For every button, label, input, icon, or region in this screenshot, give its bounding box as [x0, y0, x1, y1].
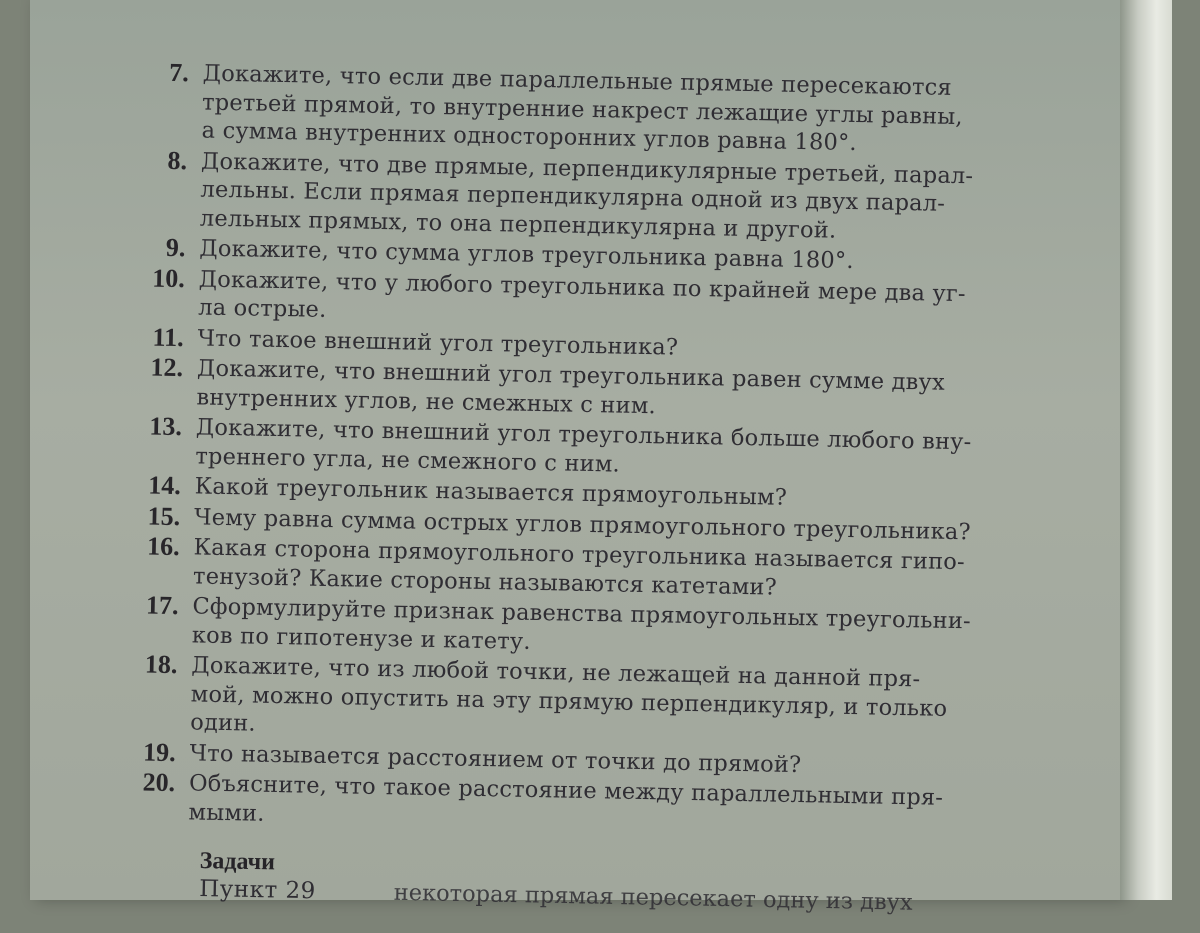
- question-number: 13.: [149, 411, 183, 442]
- question-text: Что такое внешний угол треугольника?: [197, 324, 679, 361]
- question-number: 11.: [152, 322, 184, 352]
- question-number: 10.: [152, 263, 186, 293]
- question-text: Сформулируйте признак равенства прямоугольных треугольни- ков по гипотенузе и катету.: [191, 593, 972, 655]
- question-number: 20.: [142, 767, 176, 798]
- question-text: Докажите, что внешний угол треугольника больше любого вну- треннего угла, не смежного с ним.: [195, 414, 972, 478]
- question-text: Объясните, что такое расстояние между параллельными пря- мыми.: [188, 770, 944, 827]
- question-number: 16.: [146, 531, 180, 562]
- question-text: Докажите, что из любой точки, не лежащей на данной пря- мой, можно опустить на эту прямую перпендикуляр, и только один.: [190, 652, 948, 737]
- question-text: Докажите, что если две параллельные прямые пересекаются третьей прямой, то внутренние накрест лежащие углы равны, а сумма внутренних односторонних углов равна 180°.: [201, 60, 964, 157]
- question-text: Докажите, что у любого треугольника по крайней мере два уг- ла острые.: [197, 265, 966, 323]
- question-item: [123, 58, 1069, 162]
- question-text: Что называется расстоянием от точки до прямой?: [189, 739, 802, 778]
- question-number: 17.: [145, 590, 179, 621]
- question-number: 18.: [144, 649, 178, 680]
- question-number: 8.: [167, 145, 188, 175]
- question-number: 12.: [150, 352, 184, 383]
- question-number: 14.: [148, 470, 182, 501]
- question-item: [122, 145, 1068, 249]
- book-page: [30, 0, 1120, 916]
- section-title: Задачи: [199, 848, 276, 876]
- question-number: 15.: [147, 501, 181, 531]
- question-text: Какая сторона прямоугольного треугольника называется гипо- тенузой? Какие стороны называются катетами?: [192, 534, 966, 601]
- subsection-title: Пункт 29: [198, 875, 317, 905]
- question-text: Докажите, что сумма углов треугольника равна 180°.: [199, 235, 854, 275]
- question-text: Какой треугольник называется прямоугольным?: [194, 473, 788, 511]
- cut-off-text-line: некоторая прямая пересекает одну из двух: [393, 879, 913, 916]
- question-text: Докажите, что внешний угол треугольника равен сумме двух внутренних углов, не смежных с ним.: [196, 355, 946, 419]
- question-item: [112, 650, 1058, 754]
- tasks-section: [199, 848, 1080, 933]
- question-number: 7.: [168, 57, 190, 88]
- question-number: 9.: [165, 232, 186, 263]
- question-text: Чему равна сумма острых углов прямоугольного треугольника?: [193, 503, 972, 545]
- question-number: 19.: [142, 736, 176, 767]
- question-list: [110, 58, 1070, 845]
- question-text: Докажите, что две прямые, перпендикулярные третьей, парал- лельны. Если прямая перпендикулярна одной из двух парал- лельных прямых, то она перпендикулярна и другой.: [199, 147, 974, 244]
